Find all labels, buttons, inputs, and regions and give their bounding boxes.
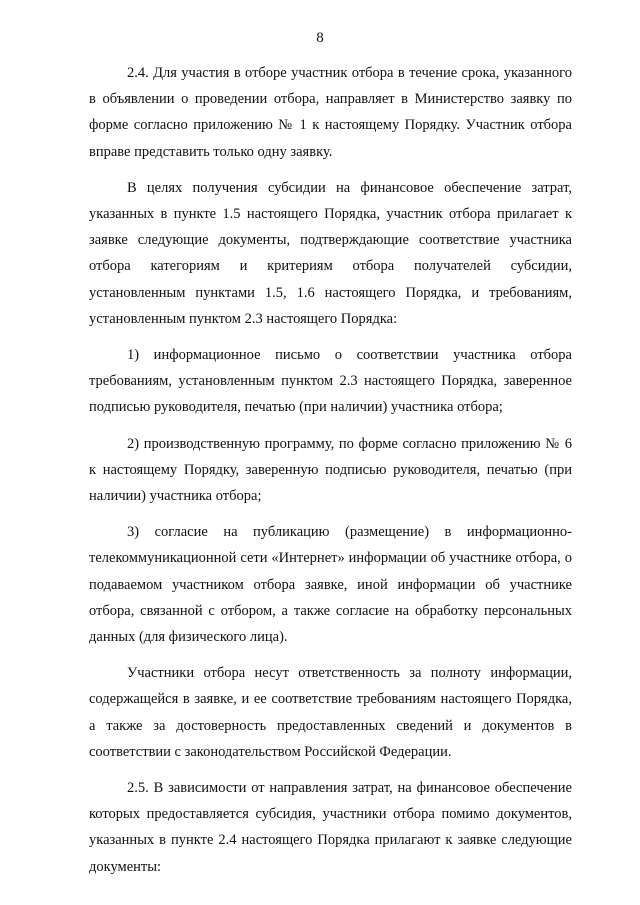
document-body: [89, 60, 572, 880]
list-item-1-information-letter: 1) информационное письмо о соответствии участника отбора требованиям, установленным пунктом 2.3 настоящего Порядка, заверенное подписью руководителя, печатью (при наличии) участника отбора;: [89, 347, 572, 416]
paragraph-responsibility: Участники отбора несут ответственность за полноту информации, содержащейся в заявке, и ее соответствие требованиям настоящего Порядка, а также за достоверность предоставленных сведений и документов в соответствии с законодательством Российской Федерации.: [89, 665, 572, 760]
paragraph-required-documents: В целях получения субсидии на финансовое обеспечение затрат, указанных в пункте 1.5 настоящего Порядка, участник отбора прилагает к заявке следующие документы, подтверждающие соответствие участника отбора категориям и критериям отбора получателей субсидии, установленным пунктами 1.5, 1.6 настоящего Порядка, и требованиям, установленным пунктом 2.3 настоящего Порядка:: [89, 179, 572, 327]
page-number: 8: [316, 30, 324, 46]
list-item-2-production-program: 2) производственную программу, по форме согласно приложению № 6 к настоящему Порядку, заверенную подписью руководителя, печатью (при наличии) участника отбора;: [89, 435, 572, 505]
paragraph-2-4: 2.4. Для участия в отборе участник отбора в течение срока, указанного в объявлении о проведении отбора, направляет в Министерство заявку по форме согласно приложению № 1 к настоящему Порядку. Участник отбора вправе представить только одну заявку.: [89, 65, 572, 160]
list-item-3-publication-consent: 3) согласие на публикацию (размещение) в информационно-телекоммуникационной сети «Интернет» информации об участнике отбора, о подаваемом участником отбора заявке, иной информации об участнике отбора, связанной с отбором, а также согласие на обработку персональных данных (для физического лица).: [89, 524, 572, 646]
paragraph-2-5: 2.5. В зависимости от направления затрат, на финансовое обеспечение которых предоставляется субсидия, участники отбора помимо документов, указанных в пункте 2.4 настоящего Порядка прилагают к заявке следующие документы:: [89, 780, 572, 875]
